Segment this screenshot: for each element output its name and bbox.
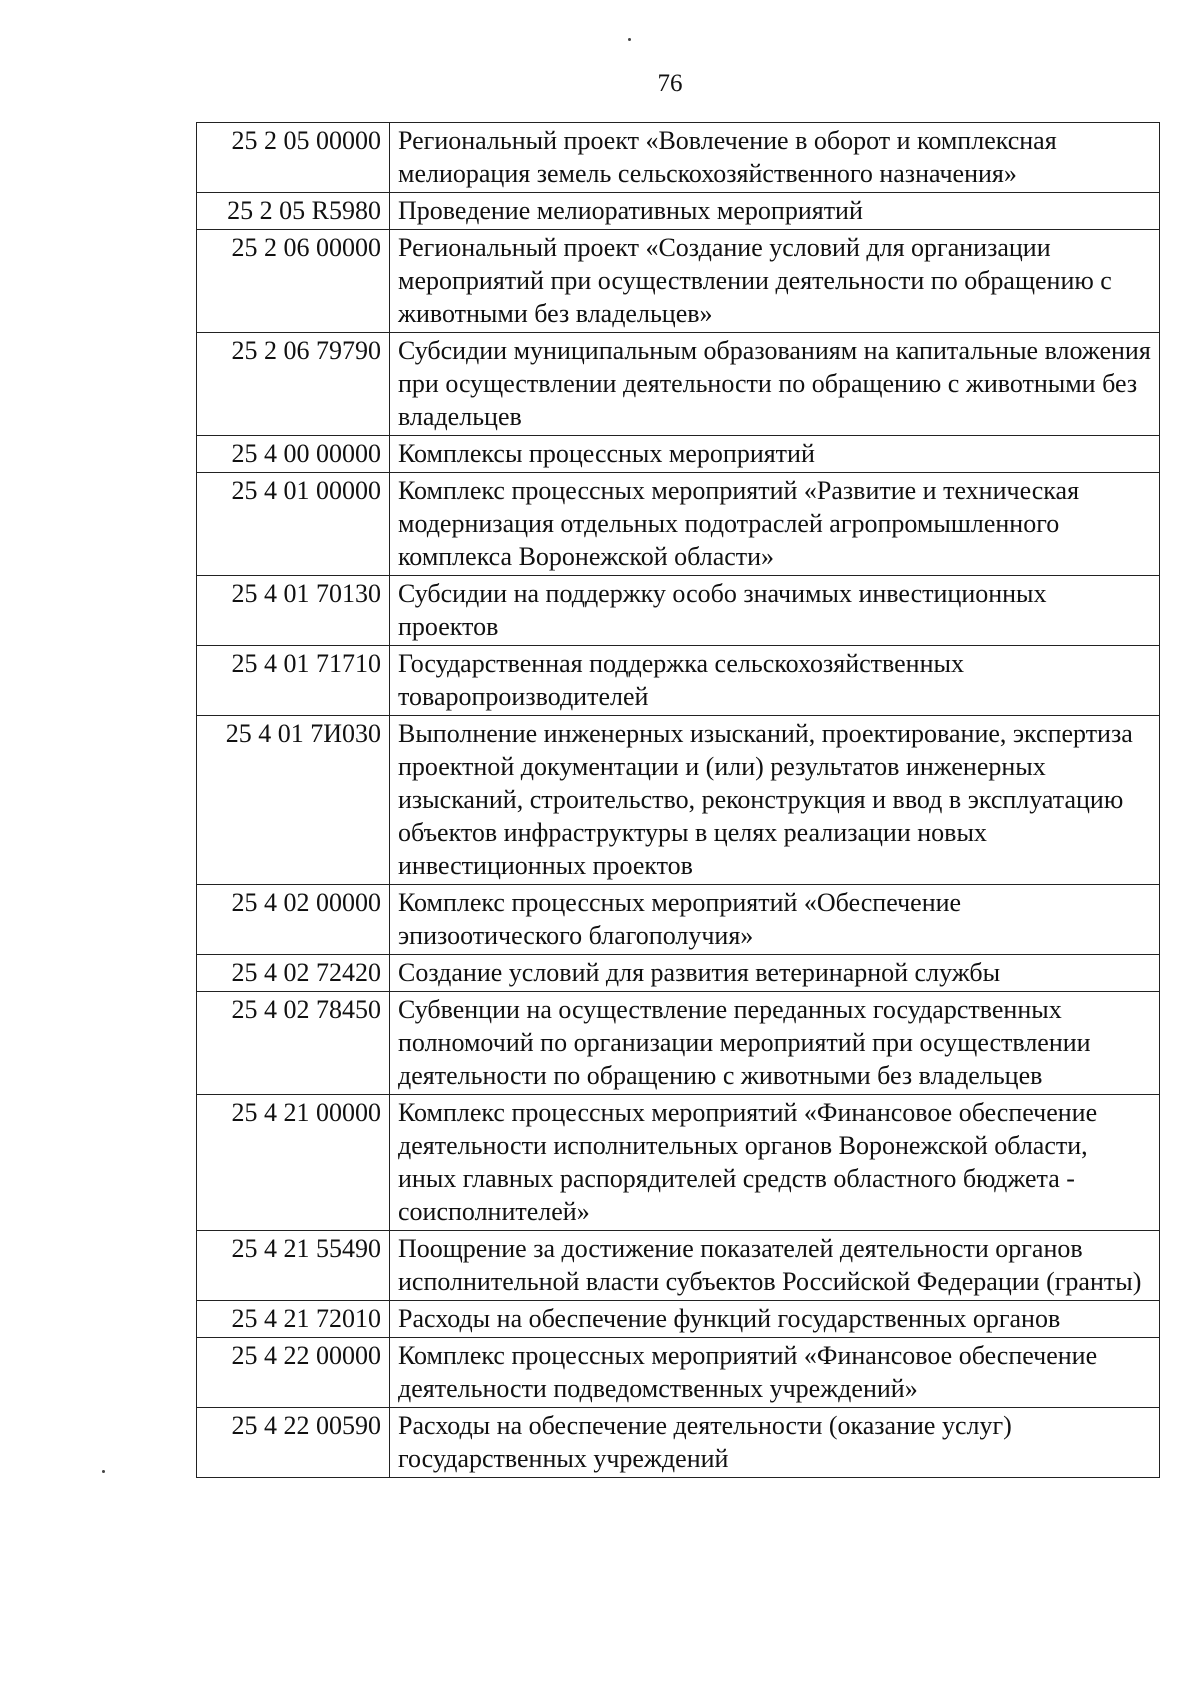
description-cell: Субсидии на поддержку особо значимых инвестиционных проектов — [390, 576, 1160, 646]
table-row — [197, 1231, 1160, 1301]
description-cell: Комплекс процессных мероприятий «Обеспечение эпизоотического благополучия» — [390, 885, 1160, 955]
description-cell: Создание условий для развития ветеринарной службы — [390, 955, 1160, 992]
budget-code-cell: 25 4 21 72010 — [197, 1301, 390, 1338]
table-row — [197, 646, 1160, 716]
budget-code-cell: 25 4 21 55490 — [197, 1231, 390, 1301]
budget-code-cell: 25 4 01 71710 — [197, 646, 390, 716]
description-cell: Комплекс процессных мероприятий «Развитие и техническая модернизация отдельных подотраслей агропромышленного комплекса Воронежской области» — [390, 473, 1160, 576]
budget-code-cell: 25 4 02 78450 — [197, 992, 390, 1095]
budget-code-cell: 25 2 05 00000 — [197, 123, 390, 193]
table-row — [197, 992, 1160, 1095]
budget-code-cell: 25 4 02 72420 — [197, 955, 390, 992]
table-body — [197, 123, 1160, 1478]
table-row — [197, 1338, 1160, 1408]
budget-code-cell: 25 2 05 R5980 — [197, 193, 390, 230]
budget-code-table — [196, 122, 1160, 1478]
budget-code-cell: 25 2 06 79790 — [197, 333, 390, 436]
budget-code-cell: 25 4 21 00000 — [197, 1095, 390, 1231]
description-cell: Расходы на обеспечение функций государственных органов — [390, 1301, 1160, 1338]
description-cell: Государственная поддержка сельскохозяйственных товаропроизводителей — [390, 646, 1160, 716]
description-cell: Субвенции на осуществление переданных государственных полномочий по организации мероприятий при осуществлении деятельности по обращению с животными без владельцев — [390, 992, 1160, 1095]
table-row — [197, 716, 1160, 885]
table-row — [197, 1095, 1160, 1231]
table-row — [197, 230, 1160, 333]
page-number: 76 — [657, 70, 683, 97]
table-row — [197, 193, 1160, 230]
budget-code-cell: 25 4 22 00590 — [197, 1408, 390, 1478]
table-row — [197, 1301, 1160, 1338]
table-row — [197, 123, 1160, 193]
description-cell: Расходы на обеспечение деятельности (оказание услуг) государственных учреждений — [390, 1408, 1160, 1478]
description-cell: Региональный проект «Создание условий для организации мероприятий при осуществлении деятельности по обращению с животными без владельцев» — [390, 230, 1160, 333]
table-row — [197, 436, 1160, 473]
description-cell: Комплексы процессных мероприятий — [390, 436, 1160, 473]
table-row — [197, 473, 1160, 576]
budget-code-cell: 25 4 00 00000 — [197, 436, 390, 473]
table-row — [197, 333, 1160, 436]
table-row — [197, 576, 1160, 646]
table-row — [197, 955, 1160, 992]
description-cell: Проведение мелиоративных мероприятий — [390, 193, 1160, 230]
budget-code-cell: 25 4 01 70130 — [197, 576, 390, 646]
budget-code-cell: 25 4 01 00000 — [197, 473, 390, 576]
scan-mark — [102, 1470, 105, 1473]
table-row — [197, 885, 1160, 955]
budget-code-cell: 25 2 06 00000 — [197, 230, 390, 333]
description-cell: Комплекс процессных мероприятий «Финансовое обеспечение деятельности подведомственных учреждений» — [390, 1338, 1160, 1408]
budget-code-cell: 25 4 22 00000 — [197, 1338, 390, 1408]
scan-mark — [628, 38, 631, 41]
budget-code-cell: 25 4 01 7И030 — [197, 716, 390, 885]
budget-code-cell: 25 4 02 00000 — [197, 885, 390, 955]
table-row — [197, 1408, 1160, 1478]
description-cell: Комплекс процессных мероприятий «Финансовое обеспечение деятельности исполнительных органов Воронежской области, иных главных распорядителей средств областного бюджета - соисполнителей» — [390, 1095, 1160, 1231]
description-cell: Субсидии муниципальным образованиям на капитальные вложения при осуществлении деятельности по обращению с животными без владельцев — [390, 333, 1160, 436]
description-cell: Поощрение за достижение показателей деятельности органов исполнительной власти субъектов Российской Федерации (гранты) — [390, 1231, 1160, 1301]
description-cell: Региональный проект «Вовлечение в оборот и комплексная мелиорация земель сельскохозяйственного назначения» — [390, 123, 1160, 193]
description-cell: Выполнение инженерных изысканий, проектирование, экспертиза проектной документации и (или) результатов инженерных изысканий, строительство, реконструкция и ввод в эксплуатацию объектов инфраструктуры в целях реализации новых инвестиционных проектов — [390, 716, 1160, 885]
